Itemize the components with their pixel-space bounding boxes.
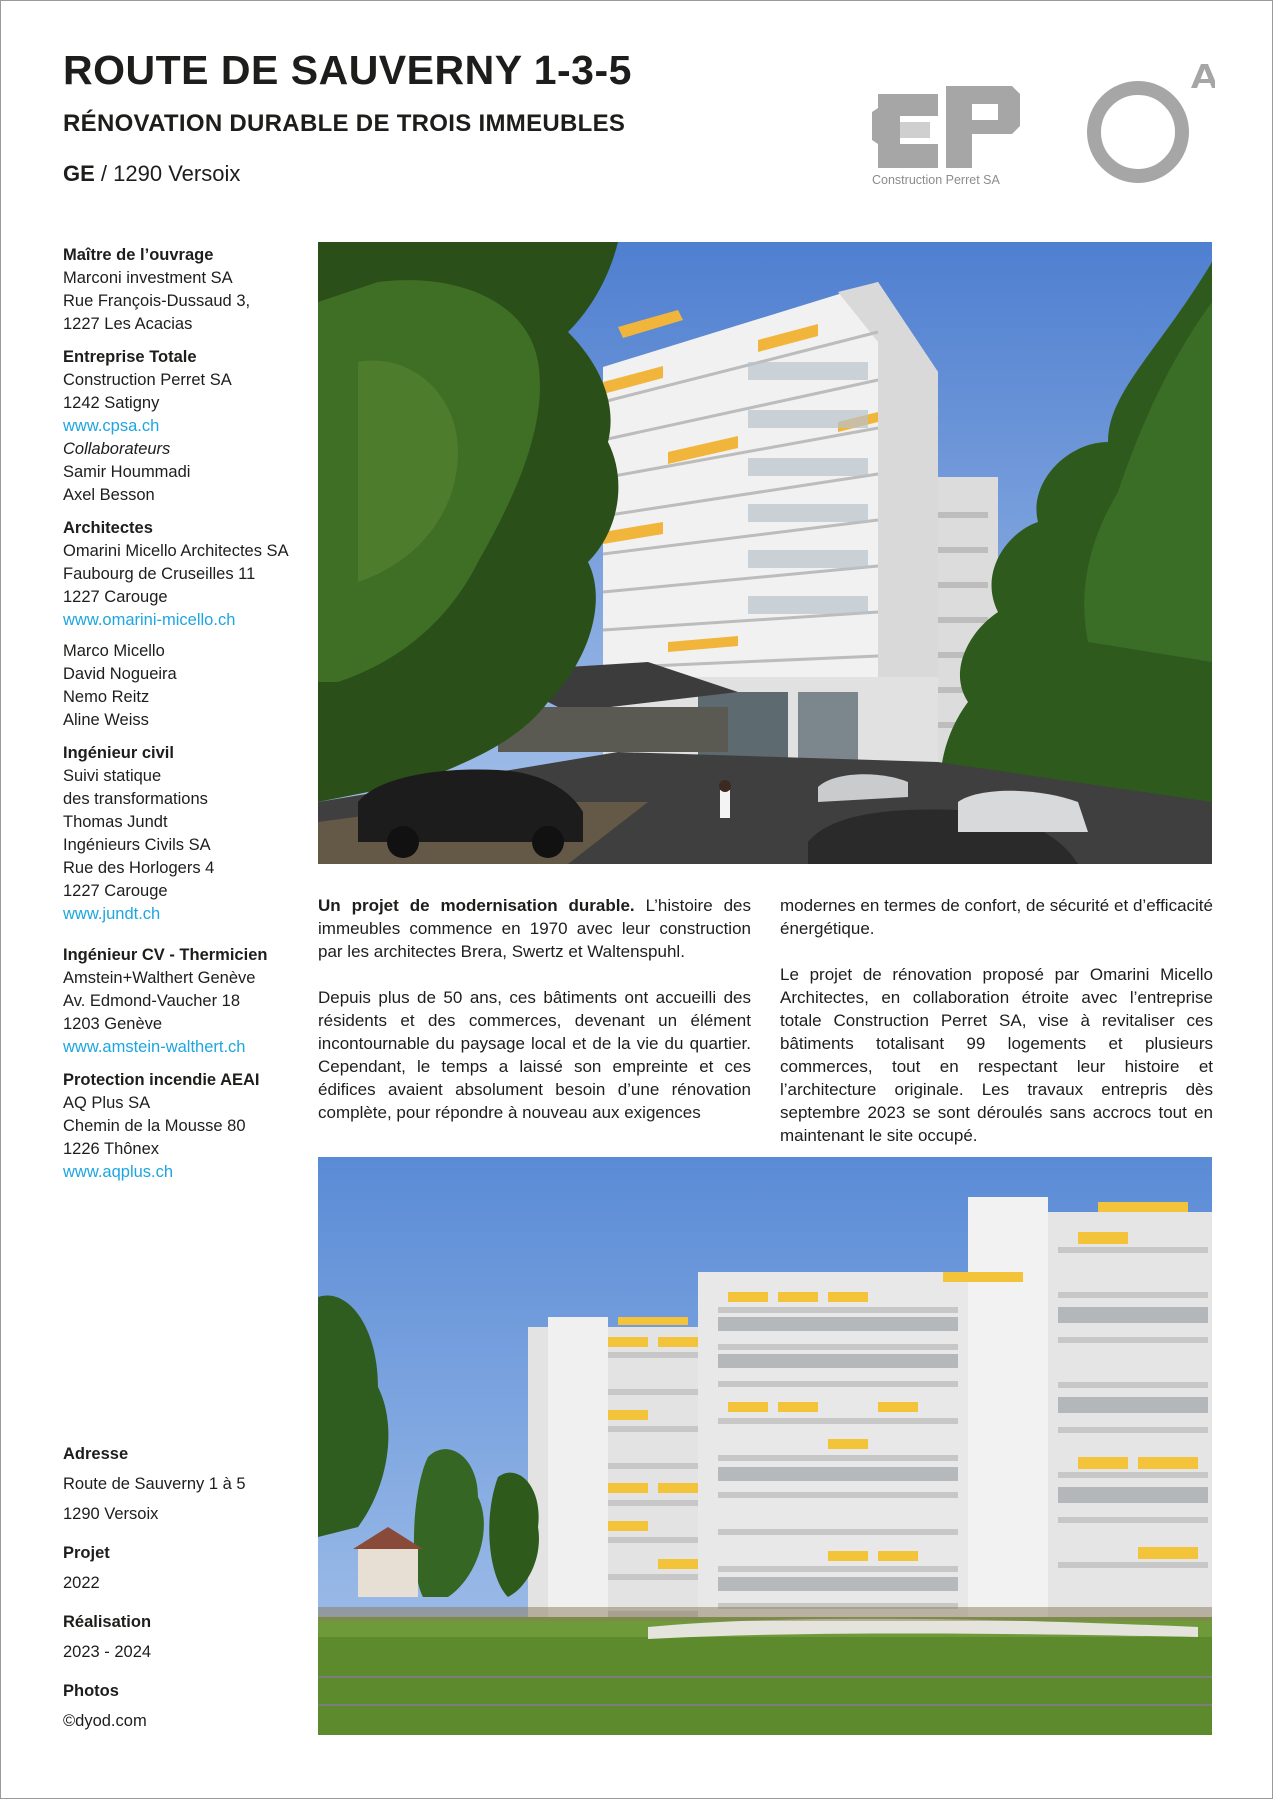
contractor-block [63, 346, 303, 507]
owner-block [63, 244, 303, 336]
contractor-line: 1242 Satigny [63, 394, 160, 412]
realisation-block [63, 1611, 303, 1663]
cv-engineer-line: Av. Edmond-Vaucher 18 [63, 992, 241, 1010]
contractor-heading: Entreprise Totale [63, 348, 197, 366]
fire-protection-link[interactable]: www.aqplus.ch [63, 1163, 174, 1181]
fire-protection-line: 1226 Thônex [63, 1140, 160, 1158]
photos-heading: Photos [63, 1682, 119, 1700]
collaborator-name: Samir Hoummadi [63, 463, 191, 481]
contractor-line: Construction Perret SA [63, 371, 232, 389]
page-title: ROUTE DE SAUVERNY 1-3-5 [63, 47, 632, 93]
fire-protection-line: AQ Plus SA [63, 1094, 151, 1112]
project-facts [63, 1443, 303, 1749]
civil-engineer-line: des transformations [63, 790, 208, 808]
realisation-heading: Réalisation [63, 1613, 152, 1631]
collaborators-heading: Collaborateurs [63, 440, 171, 458]
fire-protection-line: Chemin de la Mousse 80 [63, 1117, 246, 1135]
owner-line: 1227 Les Acacias [63, 315, 193, 333]
town: / 1290 Versoix [94, 161, 241, 186]
cv-engineer-line: 1203 Genève [63, 1015, 163, 1033]
credits-sidebar [63, 244, 303, 1194]
cp-logo-caption: Construction Perret SA [872, 173, 1000, 187]
article-column-2 [780, 894, 1213, 1170]
owner-line: Rue François-Dussaud 3, [63, 292, 251, 310]
photos-credit: ©dyod.com [63, 1712, 147, 1730]
architects-line: Faubourg de Cruseilles 11 [63, 565, 256, 583]
architect-name: Aline Weiss [63, 711, 149, 729]
realisation-years: 2023 - 2024 [63, 1643, 152, 1661]
article-paragraph: Depuis plus de 50 ans, ces bâtiments ont accueilli des résidents et des commerces, devenant un élément incontournable du paysage local et de la vie du quartier. Cependant, le temps a laissé son empreinte et ces édifices avaient absolument besoin d’une rénovation complète, pour répondre à nouveau aux exigences [318, 988, 751, 1122]
civil-engineer-link[interactable]: www.jundt.ch [63, 905, 161, 923]
civil-engineer-line: Suivi statique [63, 767, 162, 785]
article-paragraph [318, 894, 751, 963]
architects-line: Omarini Micello Architectes SA [63, 542, 289, 560]
civil-engineer-block [63, 742, 303, 926]
article-paragraph: Le projet de rénovation proposé par Omarini Micello Architectes, en collaboration étroite avec l’entreprise totale Construction Perret SA, vise à revitaliser ces bâtiments totalisant 99 logements et plusieurs commerces, tout en respectant leur histoire et l’architecture originale. Les travaux entrepris dès septembre 2023 se sont déroulés sans accrocs tout en maintenant le site occupé. [780, 965, 1213, 1145]
cv-engineer-heading: Ingénieur CV - Thermicien [63, 946, 268, 964]
fire-protection-heading: Protection incendie AEAI [63, 1071, 260, 1089]
photos-block [63, 1680, 303, 1732]
architects-heading: Architectes [63, 519, 153, 537]
architect-name: Nemo Reitz [63, 688, 150, 706]
project-year-block [63, 1542, 303, 1594]
article-paragraph: modernes en termes de confort, de sécurité et d’efficacité énergétique. [780, 896, 1213, 938]
oa-logo [1085, 60, 1215, 190]
construction-perret-logo [872, 82, 1022, 192]
building-photo-facade [318, 1157, 1212, 1735]
collaborator-name: Axel Besson [63, 486, 155, 504]
page-subtitle: RÉNOVATION DURABLE DE TROIS IMMEUBLES [63, 110, 626, 137]
contractor-link[interactable]: www.cpsa.ch [63, 417, 160, 435]
architects-block [63, 517, 303, 732]
canton: GE [63, 161, 95, 186]
address-line: Route de Sauverny 1 à 5 [63, 1475, 246, 1493]
architects-line: 1227 Carouge [63, 588, 168, 606]
article-column-1 [318, 894, 751, 1147]
cv-engineer-line: Amstein+Walthert Genève [63, 969, 256, 987]
civil-engineer-line: Rue des Horlogers 4 [63, 859, 215, 877]
address-heading: Adresse [63, 1445, 129, 1463]
project-year: 2022 [63, 1574, 100, 1592]
project-heading: Projet [63, 1544, 110, 1562]
article-lead: Un projet de modernisation durable. [318, 896, 635, 915]
owner-heading: Maître de l’ouvrage [63, 246, 214, 264]
cv-engineer-link[interactable]: www.amstein-walthert.ch [63, 1038, 246, 1056]
location-line [63, 163, 240, 185]
architect-name: Marco Micello [63, 642, 165, 660]
cv-engineer-block [63, 944, 303, 1059]
civil-engineer-line: Thomas Jundt [63, 813, 168, 831]
civil-engineer-line: 1227 Carouge [63, 882, 168, 900]
architect-name: David Nogueira [63, 665, 177, 683]
owner-line: Marconi investment SA [63, 269, 233, 287]
address-block [63, 1443, 303, 1525]
civil-engineer-line: Ingénieurs Civils SA [63, 836, 211, 854]
civil-engineer-heading: Ingénieur civil [63, 744, 174, 762]
address-line: 1290 Versoix [63, 1505, 159, 1523]
building-photo-tower [318, 242, 1212, 864]
architects-link[interactable]: www.omarini-micello.ch [63, 611, 236, 629]
article-text: L’histoire des immeubles commence en 1970 avec leur construction par les architectes Brera, Swertz et Waltenspuhl. [318, 896, 751, 961]
fire-protection-block [63, 1069, 303, 1184]
